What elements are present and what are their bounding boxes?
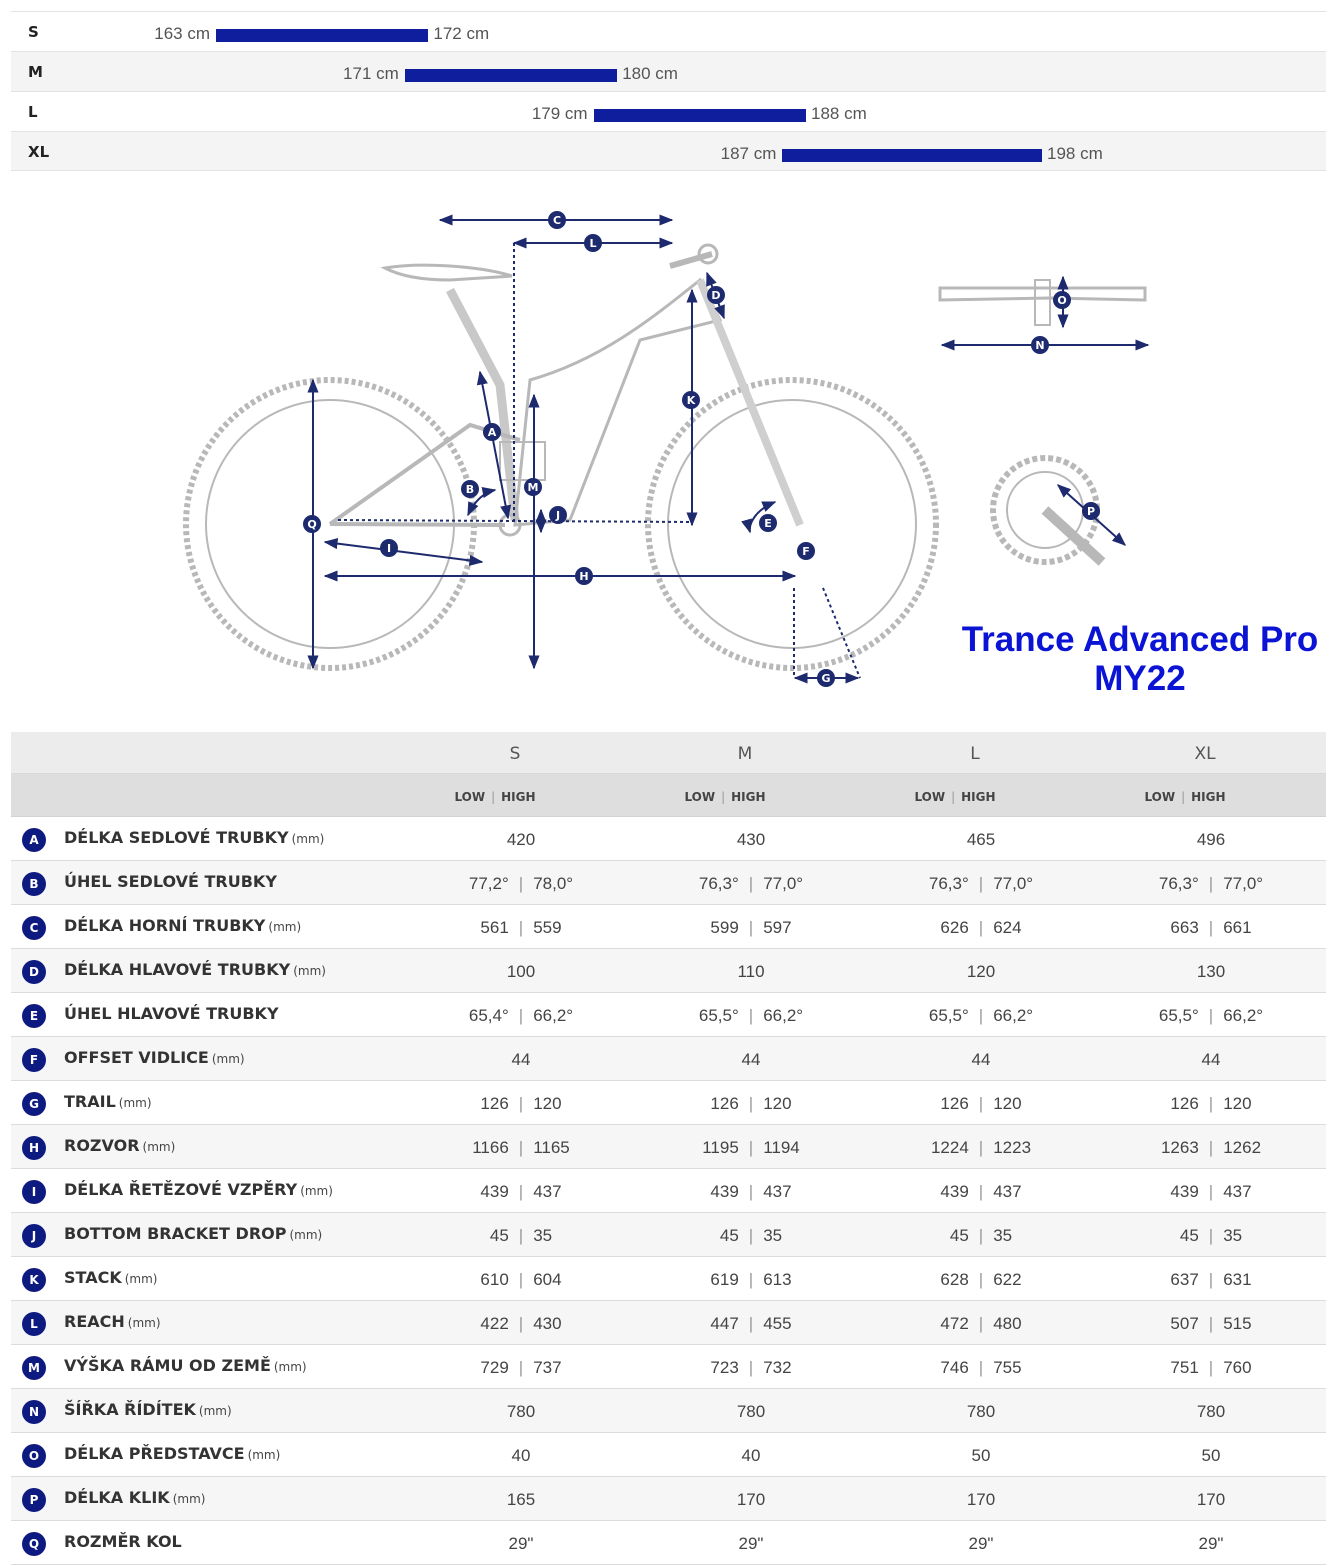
row-key-badge: A [22,828,46,852]
row-key-badge: J [22,1224,46,1248]
row-key-badge: D [22,960,46,984]
size-range-label: L [28,103,38,121]
cell-value: 165 [506,1490,536,1509]
size-range-bar [594,109,806,122]
cell-value: 126 | 120 [710,1094,792,1113]
cell-value: 723 | 732 [710,1358,792,1377]
size-range-row [11,91,1326,131]
cell-value: 45 | 35 [719,1226,783,1245]
cell-value: 439 | 437 [1170,1182,1252,1201]
cell-value: 50 [1201,1446,1221,1465]
row-label: VÝŠKA RÁMU OD ZEMĚ (mm) [64,1356,307,1375]
table-row [11,1389,1326,1433]
cell-value: 44 [741,1050,761,1069]
geometry-diagram [0,180,1336,720]
svg-text:Q: Q [307,518,317,531]
cell-value: 780 [736,1402,766,1421]
cell-value: 780 [966,1402,996,1421]
row-key-badge: P [22,1488,46,1512]
cell-value: 76,3° | 77,0° [698,874,804,893]
size-range-max: 172 cm [433,24,490,43]
cell-value: 126 | 120 [1170,1094,1252,1113]
row-label: DÉLKA HLAVOVÉ TRUBKY (mm) [64,960,326,979]
marker-n [1031,336,1049,354]
svg-text:A: A [487,426,497,439]
svg-text:J: J [555,509,561,522]
size-range-bar [405,69,617,82]
cell-value: 29" [508,1534,534,1553]
table-row [11,1125,1326,1169]
row-label: DÉLKA PŘEDSTAVCE (mm) [64,1444,281,1463]
size-range-min: 179 cm [531,104,588,123]
cell-value: 507 | 515 [1170,1314,1252,1333]
size-header-m: M [737,744,753,764]
row-label: STACK (mm) [64,1268,158,1287]
row-key-badge: G [22,1092,46,1116]
row-label: BOTTOM BRACKET DROP (mm) [64,1224,323,1243]
table-row [11,949,1326,993]
size-header-row [11,732,1326,774]
size-range-max: 198 cm [1047,144,1103,163]
row-label: DÉLKA KLIK (mm) [64,1488,206,1507]
size-header-s: S [509,744,521,764]
low-high-header: LOW | HIGH [684,790,766,804]
marker-l [584,234,602,252]
saddle [385,265,512,280]
svg-text:M: M [527,481,539,494]
cell-value: 100 [506,962,536,981]
cell-value: 439 | 437 [940,1182,1022,1201]
cell-value: 561 | 559 [480,918,562,937]
row-label: DÉLKA SEDLOVÉ TRUBKY (mm) [64,828,325,847]
cell-value: 465 [966,830,996,849]
cell-value: 76,3° | 77,0° [928,874,1034,893]
svg-text:D: D [711,289,721,302]
table-row [11,1213,1326,1257]
size-range-label: S [28,23,39,41]
cell-value: 1263 | 1262 [1160,1138,1262,1157]
table-row [11,1301,1326,1345]
svg-text:I: I [386,542,392,555]
cell-value: 1166 | 1165 [472,1138,570,1157]
cell-value: 65,5° | 66,2° [698,1006,804,1025]
svg-text:C: C [552,214,562,227]
cell-value: 130 [1196,962,1226,981]
cell-value: 40 [741,1446,761,1465]
svg-text:E: E [764,517,772,530]
size-range-chart [11,11,1326,171]
size-range-min: 187 cm [720,144,777,163]
table-row [11,993,1326,1037]
marker-a [483,423,501,441]
size-range-label: M [28,63,43,81]
size-range-row [11,131,1326,171]
cell-value: 126 | 120 [940,1094,1022,1113]
table-row [11,1081,1326,1125]
row-key-badge: I [22,1180,46,1204]
marker-h [575,567,593,585]
table-row [11,817,1326,861]
cell-value: 751 | 760 [1170,1358,1252,1377]
row-label: ROZMĚR KOL [64,1532,182,1551]
svg-text:F: F [802,545,810,558]
row-label: ÚHEL SEDLOVÉ TRUBKY [64,872,277,891]
row-key-badge: L [22,1312,46,1336]
front-rim [668,400,916,648]
cell-value: 746 | 755 [940,1358,1022,1377]
cell-value: 780 [506,1402,536,1421]
row-key-badge: C [22,916,46,940]
row-label: DÉLKA HORNÍ TRUBKY (mm) [64,916,302,935]
row-key-badge: Q [22,1532,46,1556]
cell-value: 439 | 437 [480,1182,562,1201]
low-high-header: LOW | HIGH [1144,790,1226,804]
svg-text:B: B [465,483,475,496]
size-range-max: 180 cm [622,64,678,83]
size-range-min: 163 cm [154,24,210,43]
marker-c [548,211,566,229]
cell-value: 170 [736,1490,766,1509]
svg-text:H: H [579,570,589,583]
table-row [11,1257,1326,1301]
svg-text:N: N [1035,339,1045,352]
row-label: ŠÍŘKA ŘÍDÍTEK (mm) [64,1400,232,1419]
size-range-max: 188 cm [811,104,867,123]
low-high-header: LOW | HIGH [914,790,996,804]
cell-value: 29" [1198,1534,1224,1553]
cell-value: 1195 | 1194 [702,1138,800,1157]
svg-text:P: P [1086,505,1096,518]
cell-value: 626 | 624 [940,918,1022,937]
cell-value: 496 [1196,830,1226,849]
low-high-header-row [11,774,1326,817]
cell-value: 447 | 455 [710,1314,792,1333]
table-row [11,1037,1326,1081]
table-row [11,1345,1326,1389]
size-header-xl: XL [1194,744,1216,764]
row-key-badge: E [22,1004,46,1028]
row-key-badge: N [22,1400,46,1424]
cell-value: 663 | 661 [1170,918,1252,937]
marker-j [549,506,567,524]
svg-text:K: K [686,394,696,407]
cell-value: 729 | 737 [480,1358,562,1377]
marker-g [817,669,835,687]
row-label: ROZVOR (mm) [64,1136,176,1155]
geometry-table-body [11,817,1326,1565]
row-key-badge: B [22,872,46,896]
marker-p [1082,502,1100,520]
marker-i [380,539,398,557]
size-range-bar [782,149,1042,162]
dim-line-i [325,542,482,562]
cell-value: 628 | 622 [940,1270,1022,1289]
size-range-row [11,11,1326,51]
cell-value: 76,3° | 77,0° [1158,874,1264,893]
cell-value: 637 | 631 [1170,1270,1252,1289]
marker-f [797,542,815,560]
size-header-l: L [970,744,980,764]
row-key-badge: F [22,1048,46,1072]
row-key-badge: M [22,1356,46,1380]
marker-k [682,391,700,409]
cell-value: 126 | 120 [480,1094,562,1113]
cell-value: 65,5° | 66,2° [928,1006,1034,1025]
cell-value: 1224 | 1223 [930,1138,1032,1157]
size-range-min: 171 cm [343,64,399,83]
row-label: REACH (mm) [64,1312,161,1331]
cell-value: 40 [511,1446,531,1465]
cell-value: 610 | 604 [480,1270,562,1289]
row-label: DÉLKA ŘETĚZOVÉ VZPĚRY (mm) [64,1180,333,1199]
size-range-row [11,51,1326,91]
row-key-badge: O [22,1444,46,1468]
marker-e [759,514,777,532]
table-row [11,861,1326,905]
cell-value: 50 [971,1446,991,1465]
cell-value: 65,4° | 66,2° [468,1006,574,1025]
seat-tube [450,290,515,520]
table-row [11,1433,1326,1477]
row-label: TRAIL (mm) [64,1092,152,1111]
cell-value: 65,5° | 66,2° [1158,1006,1264,1025]
table-row [11,905,1326,949]
cell-value: 45 | 35 [1179,1226,1243,1245]
cell-value: 170 [1196,1490,1226,1509]
model-title-line2: MY22 [1094,659,1186,698]
cell-value: 44 [971,1050,991,1069]
cell-value: 110 [737,962,765,981]
row-key-badge: H [22,1136,46,1160]
table-row [11,1169,1326,1213]
row-key-badge: K [22,1268,46,1292]
cell-value: 29" [968,1534,994,1553]
cell-value: 170 [966,1490,996,1509]
cell-value: 77,2° | 78,0° [468,874,574,893]
marker-d [707,286,725,304]
size-range-label: XL [28,143,50,161]
geometry-table [11,732,1326,1565]
cell-value: 44 [511,1050,531,1069]
cell-value: 780 [1196,1402,1226,1421]
cell-value: 439 | 437 [710,1182,792,1201]
cell-value: 420 [506,830,536,849]
handlebar-detail [940,288,1145,300]
marker-q [303,515,321,533]
cell-value: 120 [966,962,996,981]
table-row [11,1477,1326,1521]
svg-text:G: G [821,672,831,685]
size-range-bar [216,29,428,42]
cell-value: 430 [736,830,766,849]
cell-value: 599 | 597 [710,918,792,937]
cell-value: 472 | 480 [940,1314,1022,1333]
model-title-line1: Trance Advanced Pro [961,620,1319,659]
svg-text:O: O [1057,294,1067,307]
cell-value: 44 [1201,1050,1221,1069]
cell-value: 422 | 430 [480,1314,562,1333]
marker-m [524,478,542,496]
row-label: ÚHEL HLAVOVÉ TRUBKY [64,1004,279,1023]
svg-text:L: L [589,237,597,250]
marker-o [1053,291,1071,309]
cell-value: 619 | 613 [710,1270,792,1289]
cell-value: 29" [738,1534,764,1553]
chain-stay [330,524,505,525]
marker-b [461,480,479,498]
low-high-header: LOW | HIGH [454,790,536,804]
table-row [11,1521,1326,1565]
cell-value: 45 | 35 [949,1226,1013,1245]
row-label: OFFSET VIDLICE (mm) [64,1048,245,1067]
cell-value: 45 | 35 [489,1226,553,1245]
